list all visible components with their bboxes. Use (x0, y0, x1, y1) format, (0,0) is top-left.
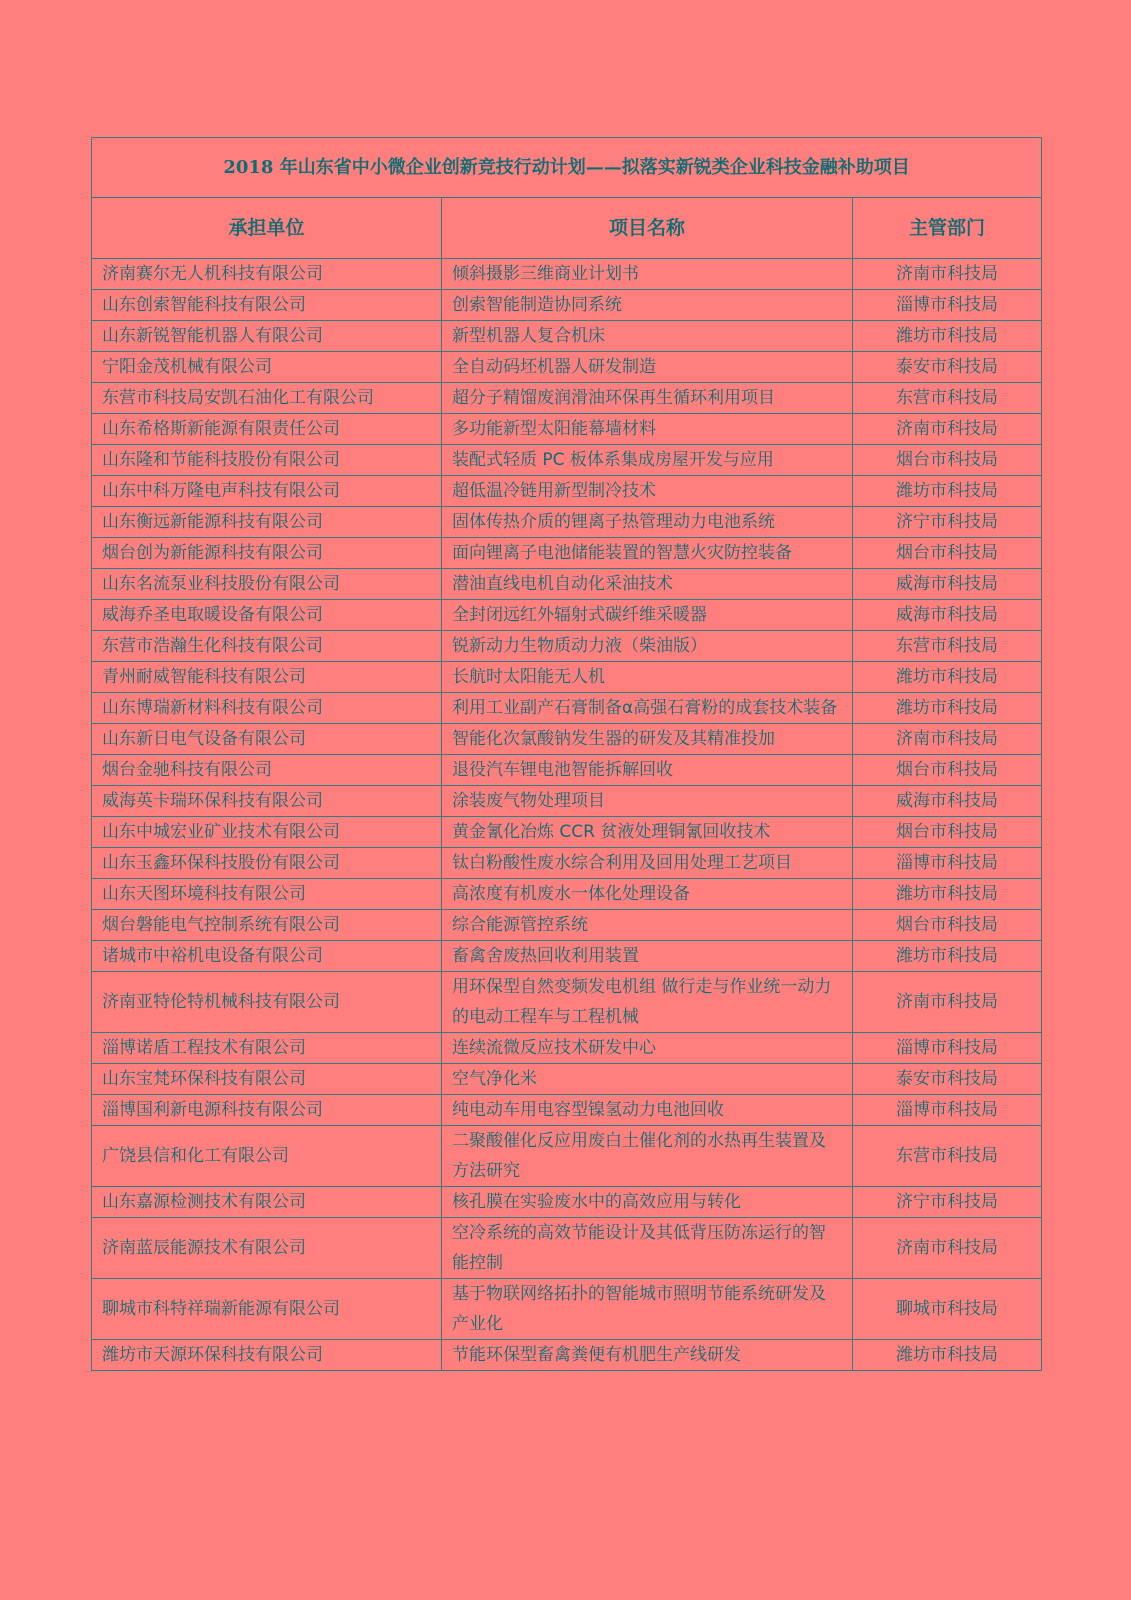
cell-project: 节能环保型畜禽粪便有机肥生产线研发 (442, 1340, 853, 1371)
table-row (92, 290, 1042, 321)
cell-department: 济南市科技局 (853, 724, 1042, 755)
cell-project: 用环保型自然变频发电机组 做行走与作业统一动力的电动工程车与工程机械 (442, 972, 853, 1033)
cell-project: 全封闭远红外辐射式碳纤维采暖器 (442, 600, 853, 631)
column-header-department: 主管部门 (853, 198, 1042, 259)
cell-unit: 山东新日电气设备有限公司 (92, 724, 442, 755)
table-row (92, 507, 1042, 538)
cell-unit: 诸城市中裕机电设备有限公司 (92, 941, 442, 972)
table-row (92, 1126, 1042, 1187)
cell-project: 潜油直线电机自动化采油技术 (442, 569, 853, 600)
table-row (92, 352, 1042, 383)
cell-project: 面向锂离子电池储能装置的智慧火灾防控装备 (442, 538, 853, 569)
cell-project: 基于物联网络拓扑的智能城市照明节能系统研发及产业化 (442, 1279, 853, 1340)
table-row (92, 600, 1042, 631)
table-row (92, 910, 1042, 941)
table-row (92, 1033, 1042, 1064)
table-row (92, 755, 1042, 786)
cell-unit: 山东新锐智能机器人有限公司 (92, 321, 442, 352)
cell-department: 烟台市科技局 (853, 817, 1042, 848)
table-row (92, 631, 1042, 662)
cell-project: 空冷系统的高效节能设计及其低背压防冻运行的智能控制 (442, 1218, 853, 1279)
cell-department: 淄博市科技局 (853, 848, 1042, 879)
cell-unit: 山东隆和节能科技股份有限公司 (92, 445, 442, 476)
table-title: 2018 年山东省中小微企业创新竞技行动计划——拟落实新锐类企业科技金融补助项目 (92, 138, 1042, 198)
cell-unit: 济南赛尔无人机科技有限公司 (92, 259, 442, 290)
cell-department: 淄博市科技局 (853, 1095, 1042, 1126)
table-row (92, 1340, 1042, 1371)
cell-unit: 威海英卡瑞环保科技有限公司 (92, 786, 442, 817)
cell-department: 潍坊市科技局 (853, 1340, 1042, 1371)
cell-department: 威海市科技局 (853, 786, 1042, 817)
cell-unit: 青州耐威智能科技有限公司 (92, 662, 442, 693)
project-table (91, 137, 1042, 1371)
cell-department: 潍坊市科技局 (853, 879, 1042, 910)
cell-department: 烟台市科技局 (853, 910, 1042, 941)
cell-project: 高浓度有机废水一体化处理设备 (442, 879, 853, 910)
cell-unit: 山东嘉源检测技术有限公司 (92, 1187, 442, 1218)
cell-unit: 聊城市科特祥瑞新能源有限公司 (92, 1279, 442, 1340)
cell-project: 多功能新型太阳能幕墙材料 (442, 414, 853, 445)
title-row (92, 138, 1042, 198)
cell-project: 长航时太阳能无人机 (442, 662, 853, 693)
table-row (92, 383, 1042, 414)
table-row (92, 879, 1042, 910)
cell-unit: 山东中城宏业矿业技术有限公司 (92, 817, 442, 848)
cell-unit: 威海乔圣电取暖设备有限公司 (92, 600, 442, 631)
cell-unit: 烟台磐能电气控制系统有限公司 (92, 910, 442, 941)
cell-project: 超低温冷链用新型制冷技术 (442, 476, 853, 507)
cell-project: 涂装废气物处理项目 (442, 786, 853, 817)
cell-unit: 淄博国利新电源科技有限公司 (92, 1095, 442, 1126)
cell-department: 聊城市科技局 (853, 1279, 1042, 1340)
cell-department: 东营市科技局 (853, 383, 1042, 414)
cell-department: 淄博市科技局 (853, 1033, 1042, 1064)
cell-department: 泰安市科技局 (853, 1064, 1042, 1095)
cell-department: 济南市科技局 (853, 1218, 1042, 1279)
cell-project: 连续流微反应技术研发中心 (442, 1033, 853, 1064)
cell-department: 济宁市科技局 (853, 507, 1042, 538)
cell-department: 潍坊市科技局 (853, 321, 1042, 352)
cell-project: 核孔膜在实验废水中的高效应用与转化 (442, 1187, 853, 1218)
cell-project: 全自动码坯机器人研发制造 (442, 352, 853, 383)
cell-unit: 山东名流泵业科技股份有限公司 (92, 569, 442, 600)
cell-project: 空气净化米 (442, 1064, 853, 1095)
cell-unit: 山东中科万隆电声科技有限公司 (92, 476, 442, 507)
table-row (92, 259, 1042, 290)
table-row (92, 414, 1042, 445)
cell-department: 济南市科技局 (853, 414, 1042, 445)
table-row (92, 972, 1042, 1033)
cell-project: 锐新动力生物质动力液（柴油版） (442, 631, 853, 662)
cell-unit: 山东天图环境科技有限公司 (92, 879, 442, 910)
table-row (92, 1187, 1042, 1218)
cell-unit: 淄博诺盾工程技术有限公司 (92, 1033, 442, 1064)
table-row (92, 569, 1042, 600)
column-header-project: 项目名称 (442, 198, 853, 259)
table-row (92, 693, 1042, 724)
cell-unit: 山东衡远新能源科技有限公司 (92, 507, 442, 538)
cell-unit: 烟台金驰科技有限公司 (92, 755, 442, 786)
cell-department: 烟台市科技局 (853, 445, 1042, 476)
table-row (92, 786, 1042, 817)
cell-unit: 济南蓝辰能源技术有限公司 (92, 1218, 442, 1279)
cell-project: 智能化次氯酸钠发生器的研发及其精准投加 (442, 724, 853, 755)
cell-unit: 宁阳金茂机械有限公司 (92, 352, 442, 383)
cell-unit: 东营市浩瀚生化科技有限公司 (92, 631, 442, 662)
cell-department: 东营市科技局 (853, 1126, 1042, 1187)
cell-project: 畜禽舍废热回收利用装置 (442, 941, 853, 972)
cell-project: 新型机器人复合机床 (442, 321, 853, 352)
cell-project: 倾斜摄影三维商业计划书 (442, 259, 853, 290)
cell-department: 东营市科技局 (853, 631, 1042, 662)
cell-project: 纯电动车用电容型镍氢动力电池回收 (442, 1095, 853, 1126)
cell-project: 利用工业副产石膏制备α高强石膏粉的成套技术装备 (442, 693, 853, 724)
cell-department: 烟台市科技局 (853, 538, 1042, 569)
cell-department: 潍坊市科技局 (853, 693, 1042, 724)
table-row (92, 724, 1042, 755)
table-row (92, 321, 1042, 352)
cell-department: 威海市科技局 (853, 569, 1042, 600)
cell-project: 装配式轻质 PC 板体系集成房屋开发与应用 (442, 445, 853, 476)
cell-project: 二聚酸催化反应用废白土催化剂的水热再生装置及方法研究 (442, 1126, 853, 1187)
cell-unit: 山东玉鑫环保科技股份有限公司 (92, 848, 442, 879)
cell-department: 潍坊市科技局 (853, 476, 1042, 507)
cell-department: 潍坊市科技局 (853, 941, 1042, 972)
cell-project: 退役汽车锂电池智能拆解回收 (442, 755, 853, 786)
cell-department: 威海市科技局 (853, 600, 1042, 631)
table-row (92, 1279, 1042, 1340)
cell-project: 创索智能制造协同系统 (442, 290, 853, 321)
cell-department: 潍坊市科技局 (853, 662, 1042, 693)
cell-unit: 山东宝梵环保科技有限公司 (92, 1064, 442, 1095)
cell-project: 超分子精馏废润滑油环保再生循环利用项目 (442, 383, 853, 414)
cell-unit: 山东创索智能科技有限公司 (92, 290, 442, 321)
cell-department: 济南市科技局 (853, 972, 1042, 1033)
cell-unit: 山东博瑞新材料科技有限公司 (92, 693, 442, 724)
cell-department: 济南市科技局 (853, 259, 1042, 290)
cell-department: 烟台市科技局 (853, 755, 1042, 786)
cell-department: 泰安市科技局 (853, 352, 1042, 383)
table-row (92, 817, 1042, 848)
table-row (92, 1064, 1042, 1095)
table-row (92, 941, 1042, 972)
cell-project: 黄金氰化冶炼 CCR 贫液处理铜氰回收技术 (442, 817, 853, 848)
cell-unit: 烟台创为新能源科技有限公司 (92, 538, 442, 569)
table-row (92, 1218, 1042, 1279)
table-row (92, 1095, 1042, 1126)
cell-unit: 潍坊市天源环保科技有限公司 (92, 1340, 442, 1371)
cell-unit: 山东希格斯新能源有限责任公司 (92, 414, 442, 445)
table-row (92, 476, 1042, 507)
header-row (92, 198, 1042, 259)
cell-project: 固体传热介质的锂离子热管理动力电池系统 (442, 507, 853, 538)
table-row (92, 538, 1042, 569)
table-row (92, 445, 1042, 476)
cell-unit: 济南亚特伦特机械科技有限公司 (92, 972, 442, 1033)
column-header-unit: 承担单位 (92, 198, 442, 259)
table-body (92, 259, 1042, 1371)
cell-unit: 广饶县信和化工有限公司 (92, 1126, 442, 1187)
table-row (92, 662, 1042, 693)
cell-project: 综合能源管控系统 (442, 910, 853, 941)
cell-unit: 东营市科技局安凯石油化工有限公司 (92, 383, 442, 414)
cell-department: 济宁市科技局 (853, 1187, 1042, 1218)
table-row (92, 848, 1042, 879)
cell-department: 淄博市科技局 (853, 290, 1042, 321)
cell-project: 钛白粉酸性废水综合利用及回用处理工艺项目 (442, 848, 853, 879)
